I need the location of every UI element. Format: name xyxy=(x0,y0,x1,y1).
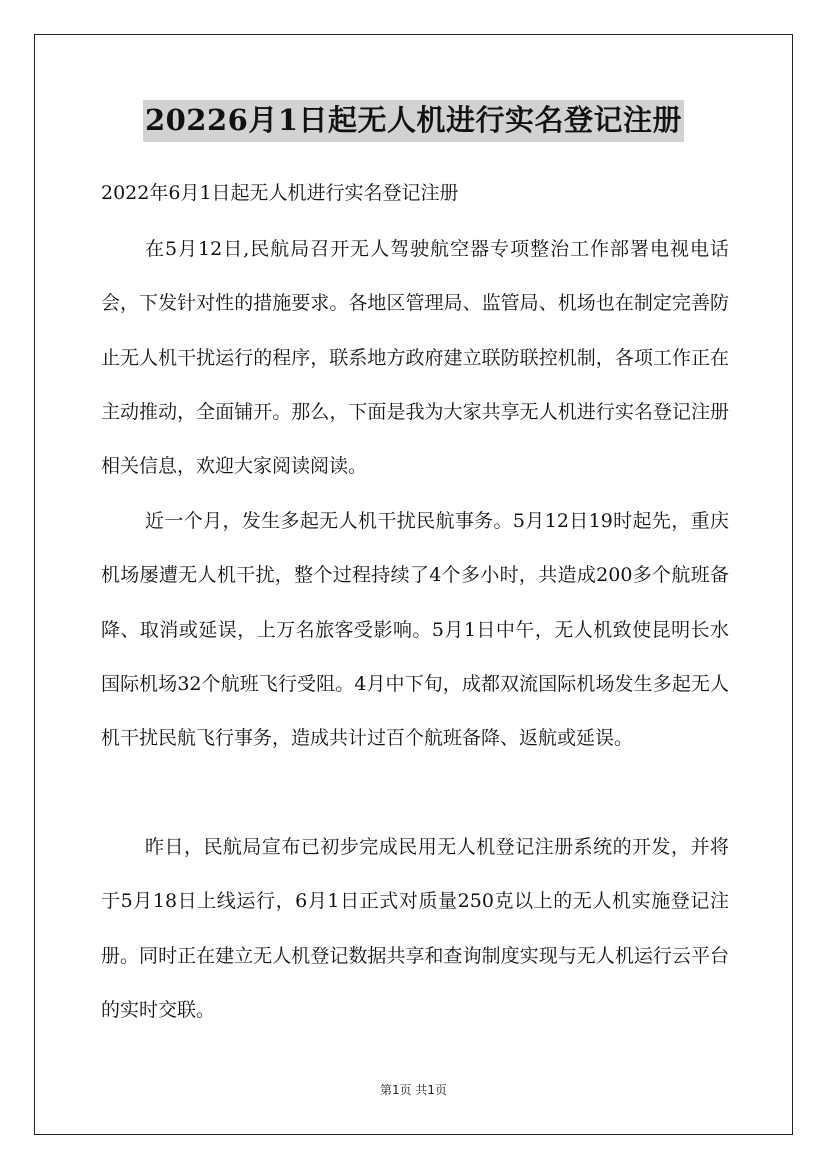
page-footer: 第1页 共1页 xyxy=(379,1083,448,1097)
paragraph-2: 近一个月，发生多起无人机干扰民航事务。5月12日19时起先，重庆机场屡遭无人机干扰，整个过程持续了4个多小时，共造成200多个航班备降、取消或延误，上万名旅客受影响。5月1日中午，无人机致使昆明长水国际机场32个航班飞行受阻。4月中下旬，成都双流国际机场发生多起无人机干扰民航飞行事务，造成共计过百个航班备降、返航或延误。 xyxy=(101,510,729,750)
document-title: 20226月1日起无人机进行实名登记注册 xyxy=(143,100,684,142)
document-subtitle: 2022年6月1日起无人机进行实名登记注册 xyxy=(101,182,459,204)
title-container xyxy=(0,100,827,142)
paragraph-1: 在5月12日,民航局召开无人驾驶航空器专项整治工作部署电视电话会，下发针对性的措施要求。各地区管理局、监管局、机场也在制定完善防止无人机干扰运行的程序，联系地方政府建立联防联控机制，各项工作正在主动推动，全面铺开。那么，下面是我为大家共享无人机进行实名登记注册相关信息，欢迎大家阅读阅读。 xyxy=(101,238,729,478)
paragraph-3: 昨日，民航局宣布已初步完成民用无人机登记注册系统的开发，并将于5月18日上线运行，6月1日正式对质量250克以上的无人机实施登记注册。同时正在建立无人机登记数据共享和查询制度实现与无人机运行云平台的实时交联。 xyxy=(101,836,729,1021)
